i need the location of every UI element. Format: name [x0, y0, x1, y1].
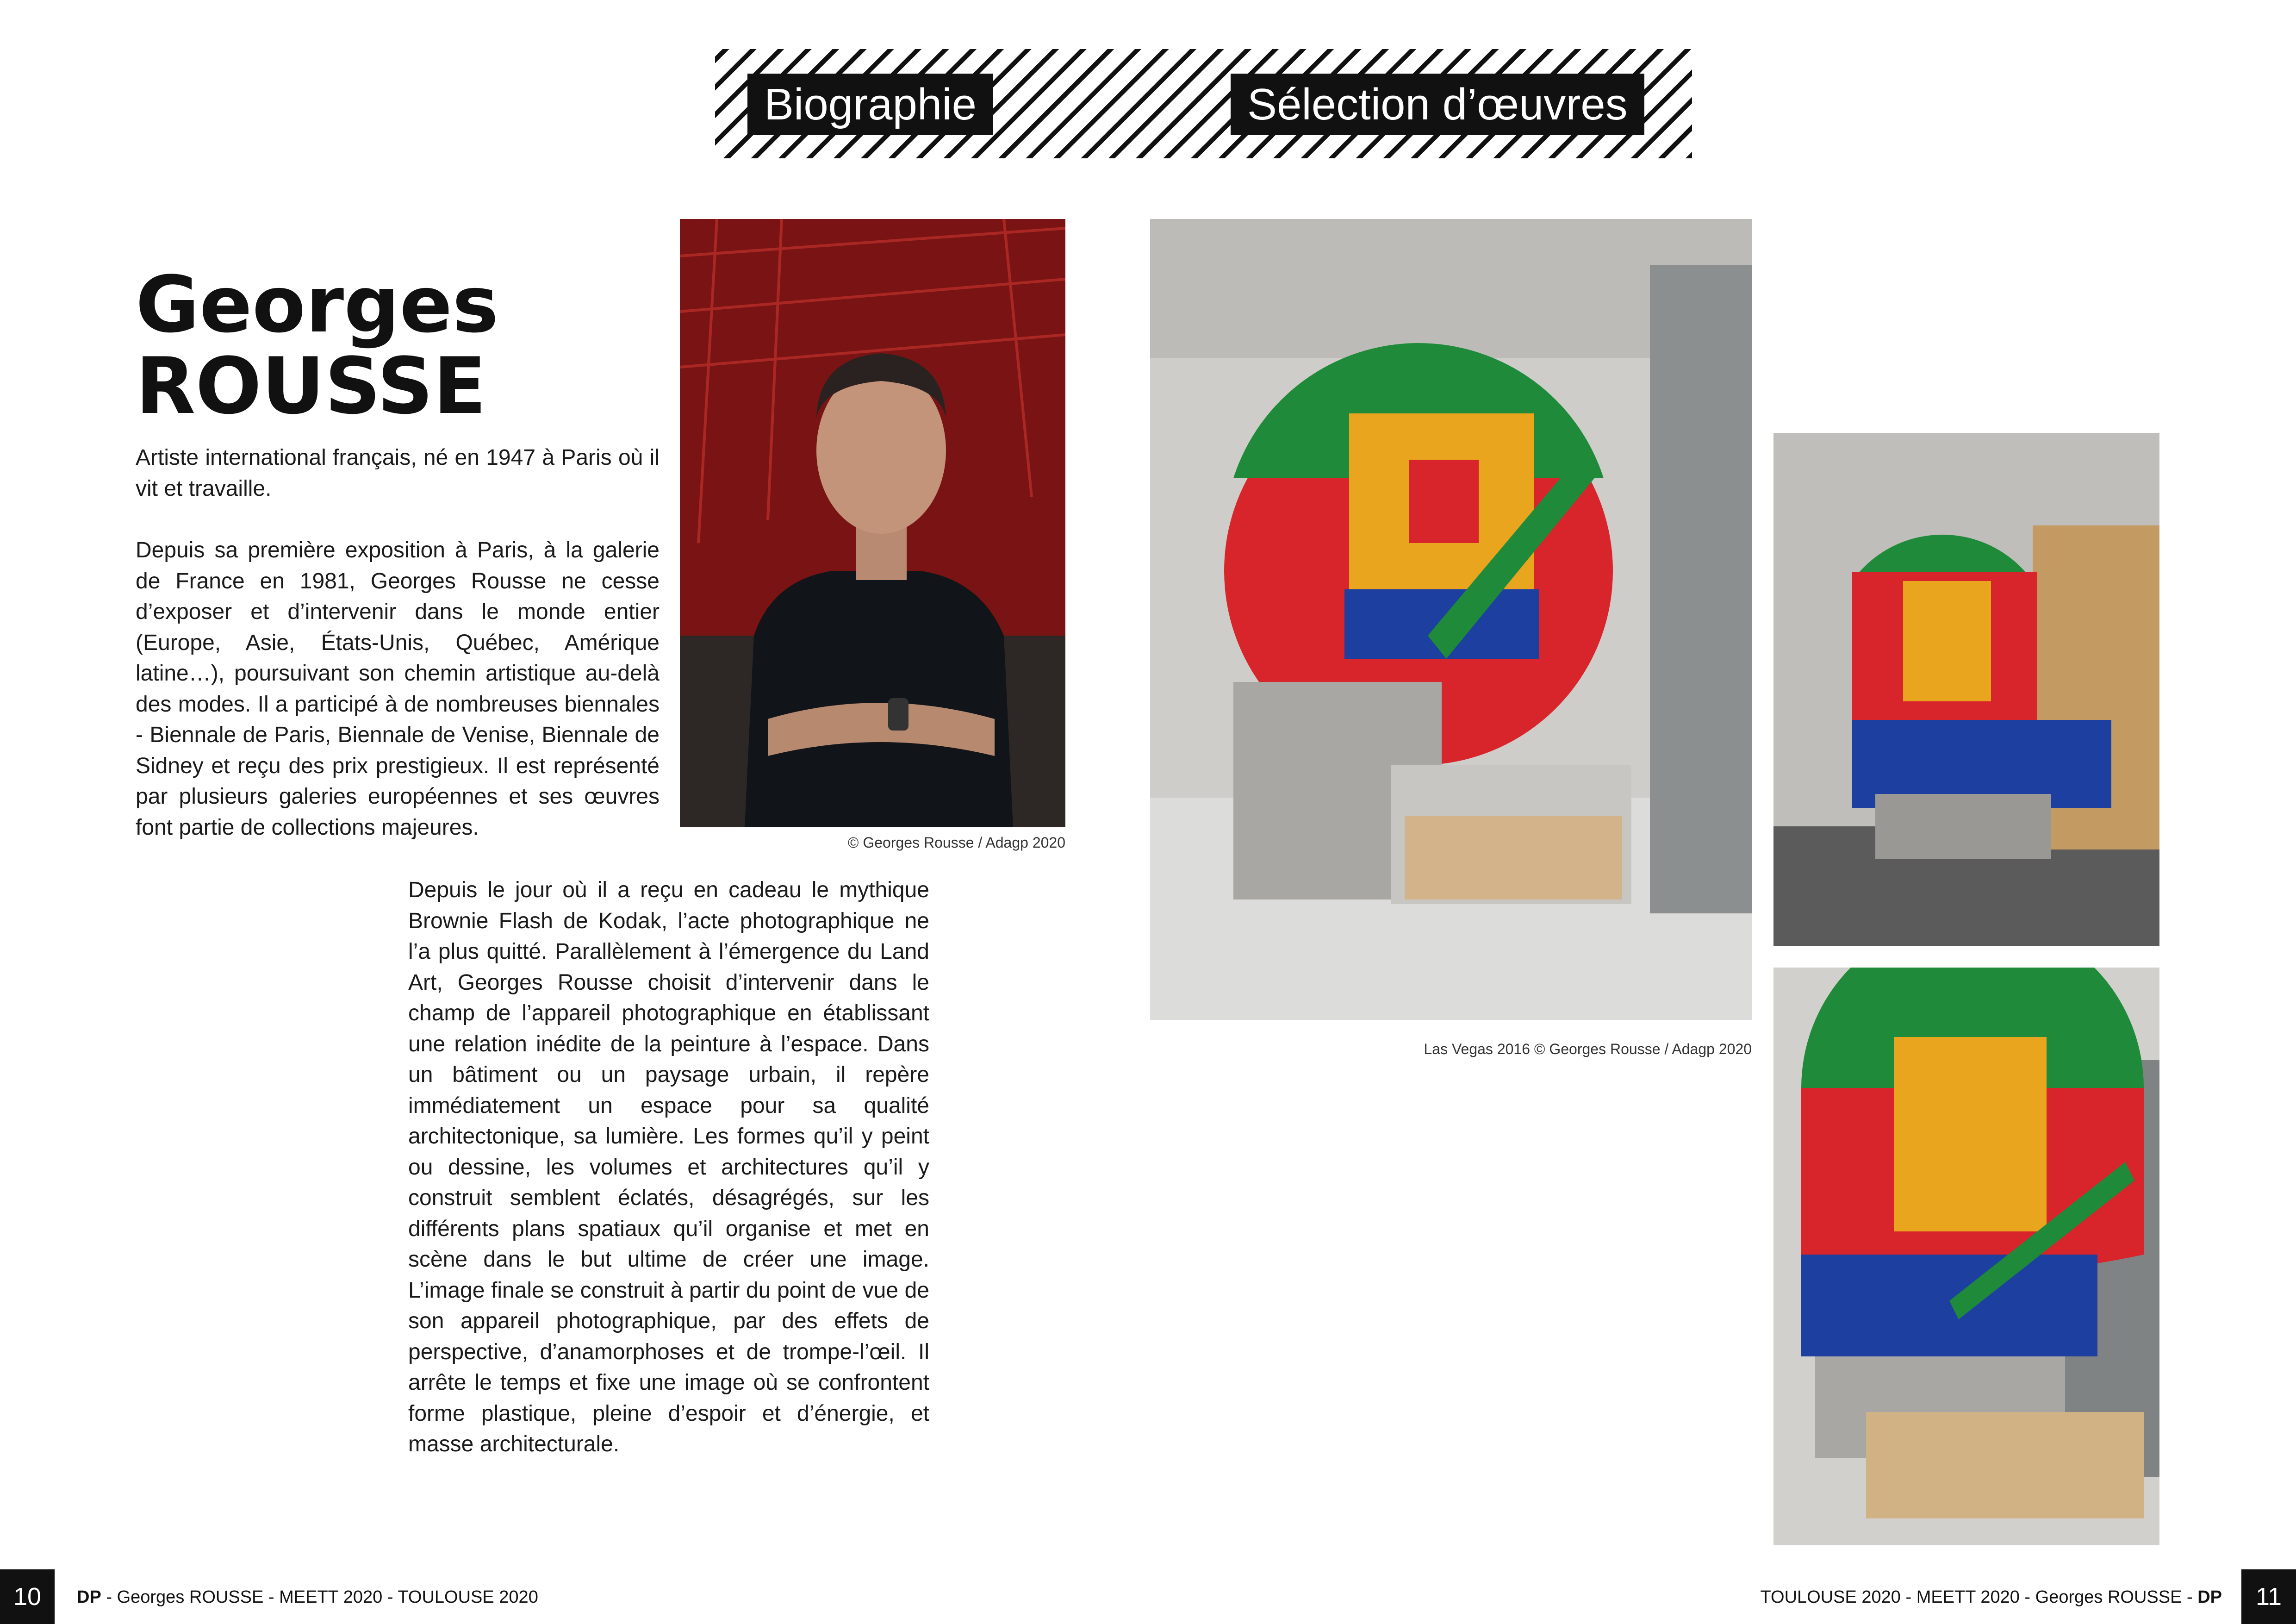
portrait-caption: © Georges Rousse / Adagp 2020 — [847, 834, 1065, 851]
page-number-right: 11 — [2241, 1569, 2296, 1624]
portrait-illustration — [680, 219, 1065, 827]
page-number-left: 10 — [0, 1569, 55, 1624]
footer-left — [77, 1583, 538, 1611]
artist-name — [136, 259, 645, 431]
bio-paragraph-exhibitions: Depuis sa première exposition à Paris, à la galerie de France en 1981, Georges Rousse ne cesse d’exposer et d’intervenir dans le monde entier (Europe, Asie, États-Unis, Québec, Amérique latine…), poursuivant son chemin artistique au-delà des modes. Il a participé à de nombreuses biennales - Biennale de Paris, Biennale de Venise, Biennale de Sidney et reçu des prix prestigieux. Il est représenté par plusieurs galeries européennes et ses œuvres font partie de collections majeures. — [136, 538, 660, 840]
artwork-detail-photo-2 — [1773, 968, 2159, 1545]
footer-right — [1760, 1583, 2222, 1611]
bio-paragraph-practice: Depuis le jour où il a reçu en cadeau le mythique Brownie Flash de Kodak, l’acte photographique ne l’a plus quitté. Parallèlement à l’émergence du Land Art, Georges Rousse choisit d’intervenir dans le champ de l’appareil photographique en établissant une relation inédite de la peinture à l’espace. Dans un bâtiment ou un paysage urbain, il repère immédiatement un espace pour sa qualité architectonique, sa lumière. Les formes qu’il y peint ou dessine, les volumes et architectures qu’il y construit semblent éclatés, désagrégés, sur les différents plans spatiaux qu’il organise et met en scène dans le but ultime de créer une image. L’image finale se construit à partir du point de vue de son appareil photographique, par des effets de perspective, d’anamorphoses et de trompe-l’œil. Il arrête le temps et fixe une image où se confrontent forme plastique, pleine d’espoir et d’énergie, et masse architecturale. — [408, 878, 929, 1456]
bio-intro: Artiste international français, né en 1947 à Paris où il vit et travaille. — [136, 445, 660, 501]
artist-first-name: Georges — [136, 259, 499, 350]
artist-portrait-photo — [680, 219, 1065, 827]
selection-oeuvres-heading: Sélection d’œuvres — [1231, 74, 1644, 135]
artwork-main-photo — [1150, 219, 1752, 1020]
footer-right-suffix: DP — [2197, 1587, 2222, 1607]
biographie-heading: Biographie — [747, 74, 993, 135]
section-header-banner — [715, 49, 1692, 158]
artwork-detail-1-illustration — [1773, 433, 2159, 946]
footer-left-text: - Georges ROUSSE - MEETT 2020 - TOULOUSE 2020 — [101, 1587, 538, 1607]
artwork-main-illustration — [1150, 219, 1752, 1020]
artwork-caption: Las Vegas 2016 © Georges Rousse / Adagp 2020 — [1424, 1041, 1752, 1057]
artwork-detail-photo-1 — [1773, 433, 2159, 946]
artist-last-name: ROUSSE — [136, 341, 486, 431]
artwork-detail-2-illustration — [1773, 968, 2159, 1545]
footer-left-prefix: DP — [77, 1587, 101, 1607]
footer-right-text: TOULOUSE 2020 - MEETT 2020 - Georges ROUSSE - — [1760, 1587, 2198, 1607]
